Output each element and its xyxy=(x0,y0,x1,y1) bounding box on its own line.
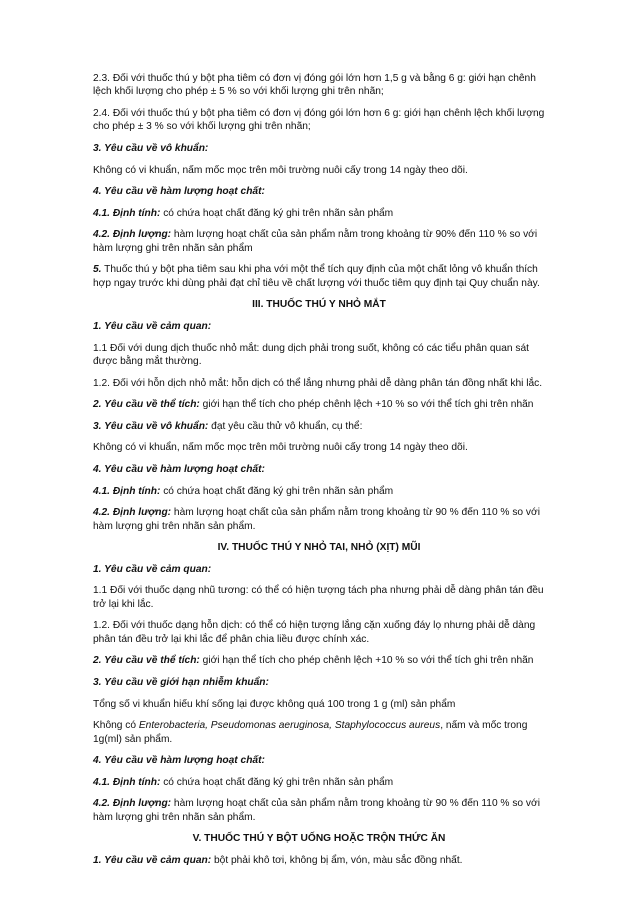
paragraph-text: Không có xyxy=(93,720,139,732)
paragraph: 1.2. Đối với thuốc dạng hỗn dịch: có thể có hiện tượng lắng cặn xuống đáy lọ nhưng phải dễ dàng phân tán đều trở lại khi lắc để phân chia liều được chính xác. xyxy=(93,620,536,645)
paragraph-lead: 2. Yêu cầu về thể tích: xyxy=(93,655,200,667)
paragraph-body: Thuốc thú y bột pha tiêm sau khi pha với một thể tích quy định của một chất lỏng vô khuẩn thích hợp ngay trước khi dùng phải đạt chỉ tiêu về chất lượng với thuốc tiêm quy định tại Quy chuẩn này. xyxy=(93,264,540,289)
subheading: 4. Yêu cầu về hàm lượng hoạt chất: xyxy=(93,755,265,767)
paragraph-body: có chứa hoạt chất đăng ký ghi trên nhãn sản phẩm xyxy=(160,207,394,219)
paragraph: 1.1 Đối với dung dịch thuốc nhỏ mắt: dung dịch phải trong suốt, không có các tiểu phân quan sát được bằng mắt thường. xyxy=(93,342,529,367)
subheading: 3. Yêu cầu về giới hạn nhiễm khuẩn: xyxy=(93,676,269,688)
paragraph xyxy=(93,228,545,255)
paragraph-lead: 4.1. Định tính: xyxy=(93,207,161,219)
paragraph-lead: 4.2. Định lượng: xyxy=(93,798,172,810)
section-title: V. THUỐC THÚ Y BỘT UỐNG HOẶC TRỘN THỨC ĂN xyxy=(192,833,446,845)
paragraph-lead: 3. Yêu cầu về vô khuẩn: xyxy=(93,420,209,432)
paragraph xyxy=(93,654,545,667)
paragraph xyxy=(93,485,545,498)
paragraph-body: hàm lượng hoạt chất của sản phẩm nằm trong khoảng từ 90% đến 110 % so với hàm lượng ghi trên nhãn sản phẩm xyxy=(93,229,538,254)
paragraph-lead: 4.2. Định lượng: xyxy=(93,229,172,241)
paragraph: 2.4. Đối với thuốc thú y bột pha tiêm có đơn vị đóng gói lớn hơn 6 g: giới hạn chênh lệch khối lượng cho phép ± 3 % so với khối lượng ghi trên nhãn; xyxy=(93,108,545,133)
paragraph-lead: 1. Yêu cầu về cảm quan: xyxy=(93,854,212,866)
subheading: 4. Yêu cầu về hàm lượng hoạt chất: xyxy=(93,463,265,475)
subheading: 4. Yêu cầu về hàm lượng hoạt chất: xyxy=(93,186,265,198)
species-names: Enterobacteria, Pseudomonas aeruginosa, Staphylococcus aureus xyxy=(138,720,441,732)
paragraph-lead: 4.1. Định tính: xyxy=(93,776,161,788)
paragraph-lead: 5. xyxy=(93,264,102,276)
paragraph-text: , nấm và mốc trong 1g(ml) sản phẩm. xyxy=(93,720,528,745)
paragraph: Không có vi khuẩn, nấm mốc mọc trên môi trường nuôi cấy trong 14 ngày theo dõi. xyxy=(93,442,468,454)
paragraph xyxy=(93,797,545,824)
paragraph: Tổng số vi khuẩn hiếu khí sống lại được không quá 100 trong 1 g (ml) sản phẩm xyxy=(93,698,456,710)
paragraph: 2.3. Đối với thuốc thú y bột pha tiêm có đơn vị đóng gói lớn hơn 1,5 g và bằng 6 g: giới hạn chênh lệch khối lượng cho phép ± 5 % so với khối lượng ghi trên nhãn; xyxy=(93,73,536,98)
paragraph-lead: 2. Yêu cầu về thể tích: xyxy=(93,399,200,411)
paragraph xyxy=(93,719,545,746)
subheading: 1. Yêu cầu về cảm quan: xyxy=(93,320,212,332)
paragraph: 1.1 Đối với thuốc dạng nhũ tương: có thể có hiện tượng tách pha nhưng phải dễ dàng phân tán đều trở lại khi lắc. xyxy=(93,585,544,610)
paragraph-body: có chứa hoạt chất đăng ký ghi trên nhãn sản phẩm xyxy=(160,776,394,788)
paragraph-lead: 4.1. Định tính: xyxy=(93,485,161,497)
paragraph: 1.2. Đối với hỗn dịch nhỏ mắt: hỗn dịch có thể lắng nhưng phải dễ dàng phân tán đồng nhất khi lắc. xyxy=(93,377,543,389)
paragraph xyxy=(93,263,545,290)
paragraph-body: bột phải khô tơi, không bị ẩm, vón, màu sắc đồng nhất. xyxy=(211,854,463,866)
paragraph xyxy=(93,398,545,411)
paragraph-body: hàm lượng hoạt chất của sản phẩm nằm trong khoảng từ 90 % đến 110 % so với hàm lượng ghi trên nhãn sản phẩm. xyxy=(93,798,540,823)
paragraph xyxy=(93,854,545,867)
paragraph-lead: 4.2. Định lượng: xyxy=(93,507,172,519)
paragraph xyxy=(93,420,545,433)
paragraph-body: giới hạn thể tích cho phép chênh lệch +10 % so với thể tích ghi trên nhãn xyxy=(199,399,534,411)
paragraph xyxy=(93,207,545,220)
paragraph-body: đạt yêu cầu thử vô khuẩn, cụ thể: xyxy=(208,420,363,432)
subheading: 1. Yêu cầu về cảm quan: xyxy=(93,563,212,575)
paragraph xyxy=(93,776,545,789)
document-page xyxy=(93,72,545,875)
subheading: 3. Yêu cầu về vô khuẩn: xyxy=(93,143,209,154)
paragraph xyxy=(93,506,545,533)
paragraph-body: giới hạn thể tích cho phép chênh lệch +10 % so với thể tích ghi trên nhãn xyxy=(199,655,534,667)
section-title: III. THUỐC THÚ Y NHỎ MẮT xyxy=(252,299,386,311)
section-title: IV. THUỐC THÚ Y NHỎ TAI, NHỎ (XỊT) MŨI xyxy=(217,542,421,554)
paragraph-body: có chứa hoạt chất đăng ký ghi trên nhãn sản phẩm xyxy=(160,485,394,497)
paragraph-body: hàm lượng hoạt chất của sản phẩm nằm trong khoảng từ 90 % đến 110 % so với hàm lượng ghi trên nhãn sản phẩm. xyxy=(93,507,540,532)
paragraph: Không có vi khuẩn, nấm mốc mọc trên môi trường nuôi cấy trong 14 ngày theo dõi. xyxy=(93,164,468,176)
